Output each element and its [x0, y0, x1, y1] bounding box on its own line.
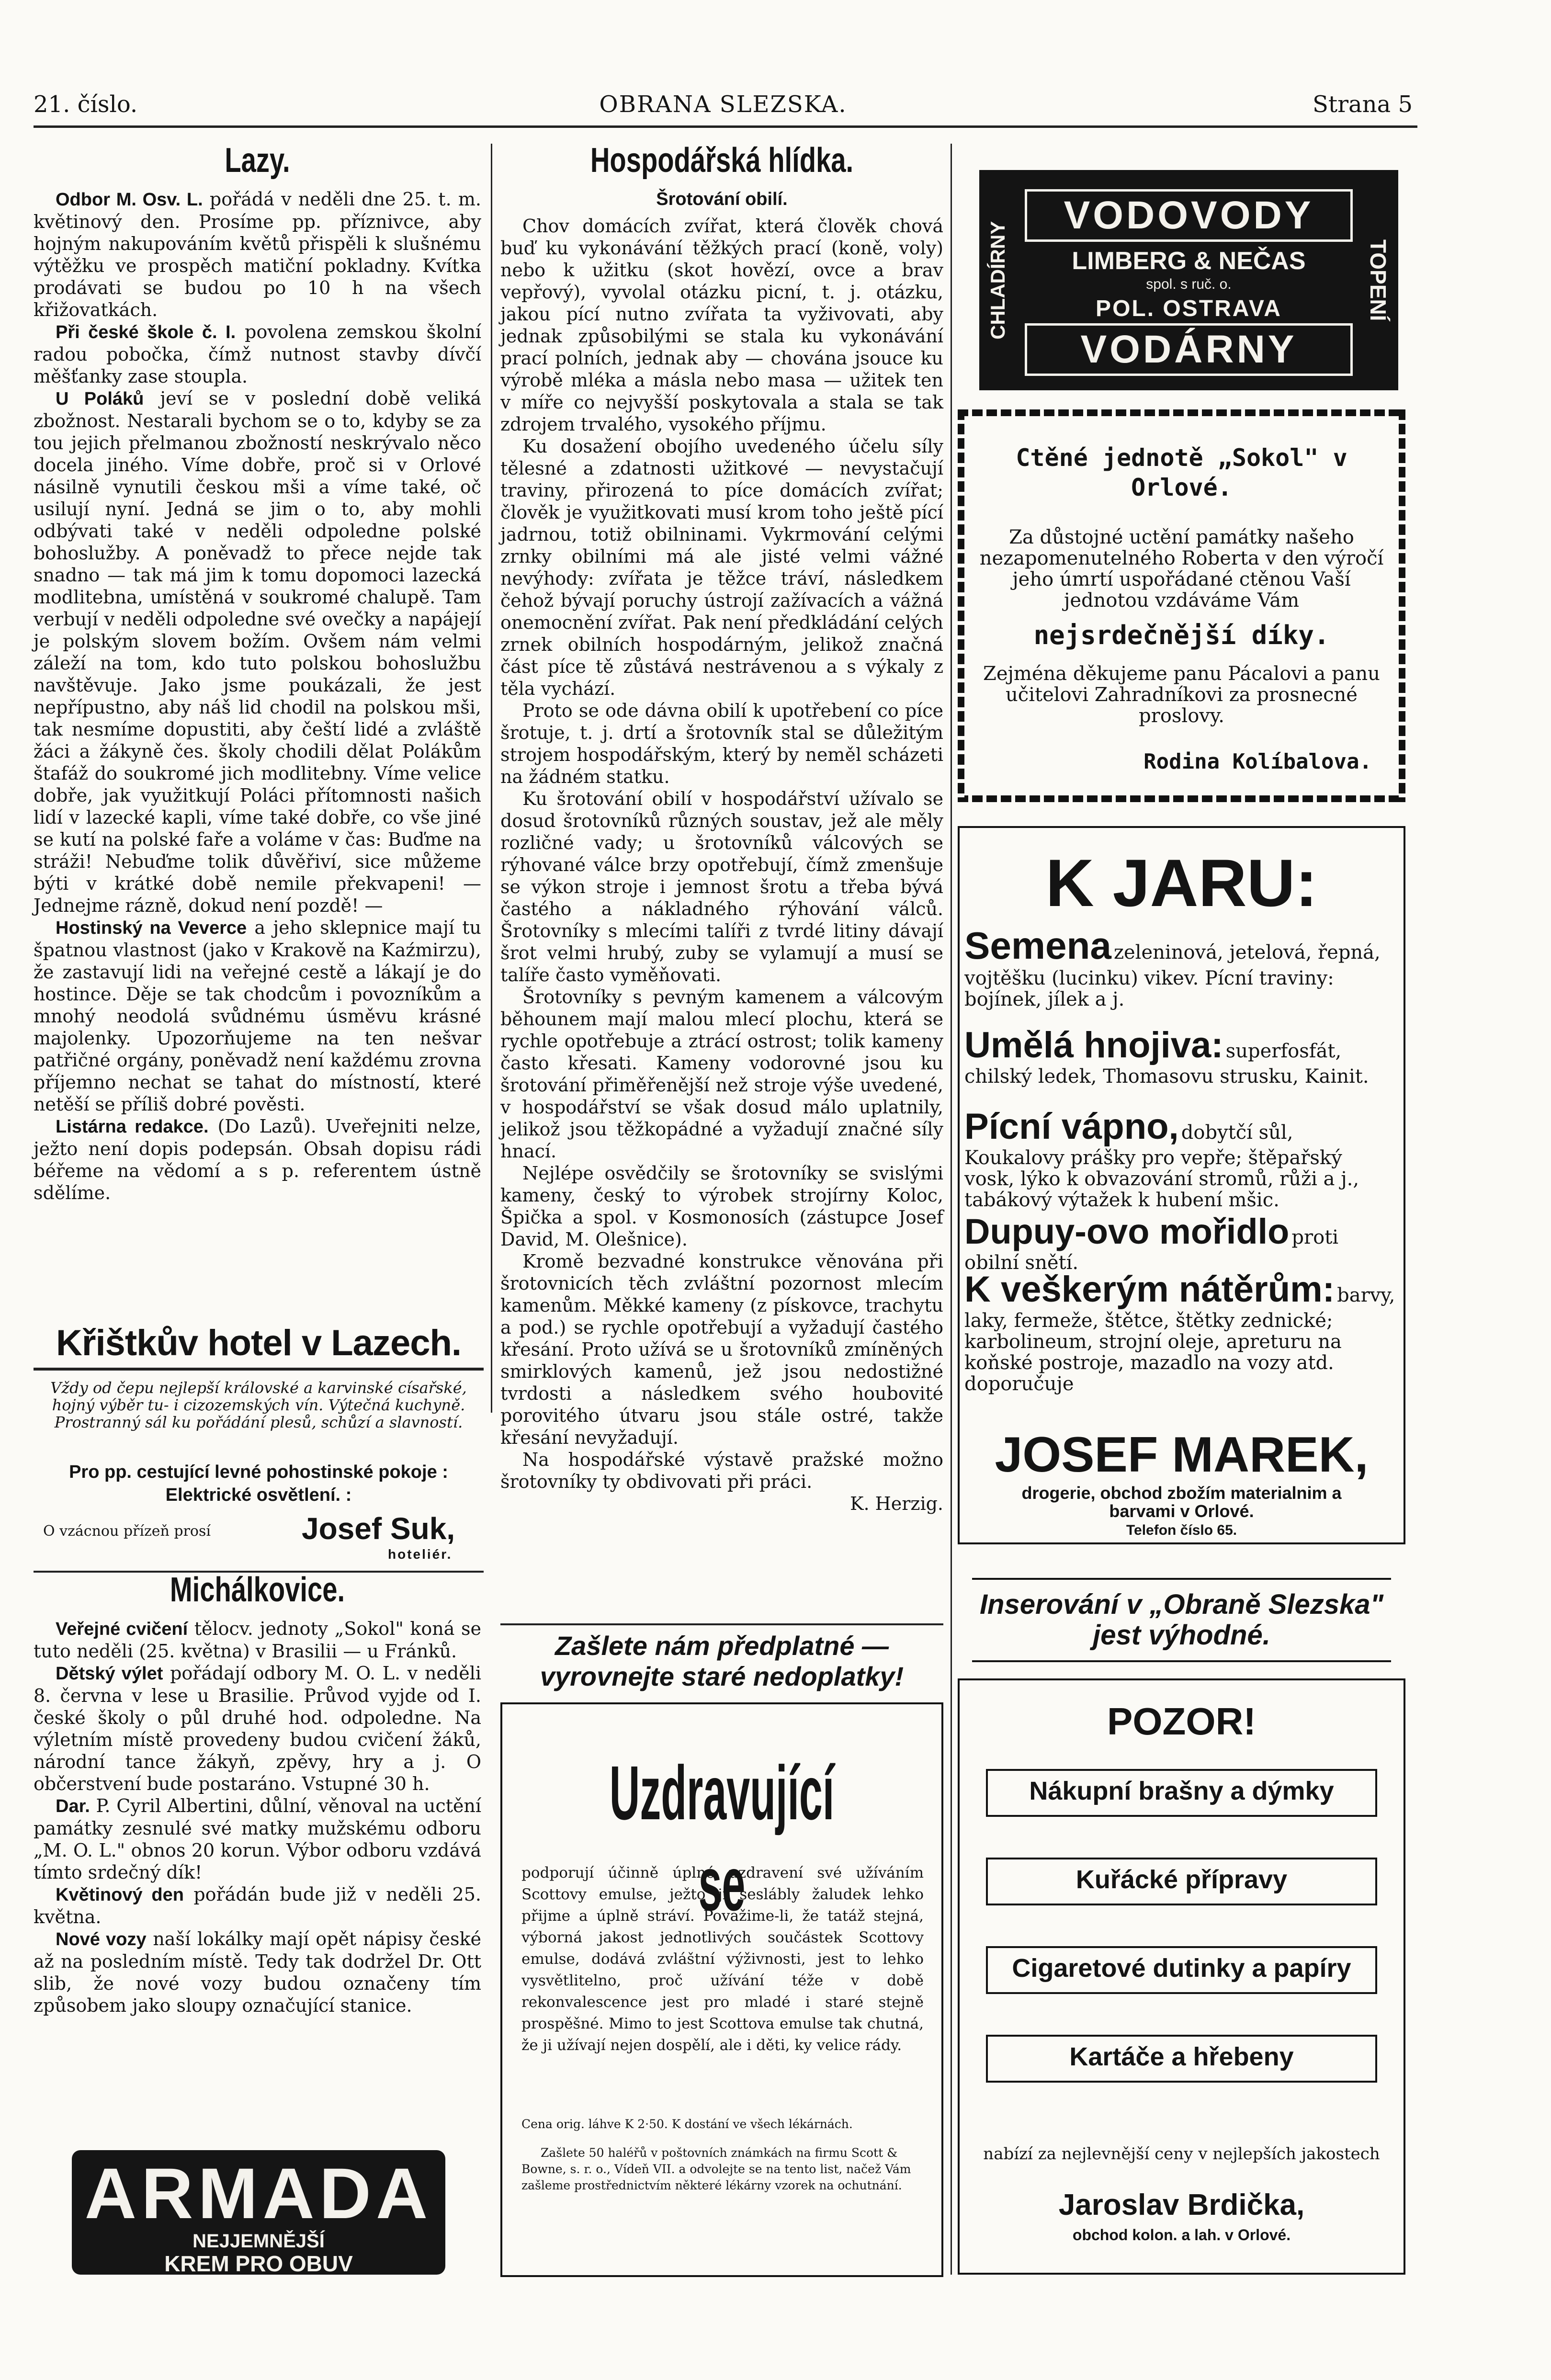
article-paragraph — [34, 188, 481, 321]
hnojiva-text: superfosfát, chilský ledek, Thomasovu strusku, Kainit. — [964, 1040, 1369, 1088]
article-paragraph — [34, 1115, 481, 1204]
lazy-articles — [34, 188, 481, 1204]
marek-phone: Telefon číslo 65. — [1126, 1522, 1237, 1538]
paragraph-lead: Hostinský na Veverce — [56, 918, 247, 938]
natery-label: K veškerým nátěrům: — [964, 1269, 1335, 1310]
sokol-thanks: nejsrdečnější díky. — [1033, 620, 1330, 650]
hotel-request: O vzácnou přízeň prosí — [43, 1523, 211, 1540]
column-hospodarska — [500, 136, 943, 1515]
dupuy-label: Dupuy-ovo mořidlo — [964, 1212, 1290, 1251]
article-paragraph: Proto se ode dávna obilí k upotřebení co píce šrotuje, t. j. drtí a šrotovník stal se důležitým strojem hospodářským, který by neměl scházeti na žádném statku. — [500, 700, 943, 787]
armada-ad — [72, 2150, 445, 2275]
subscribe-rule-top — [500, 1623, 943, 1625]
page-number: Strana 5 — [1312, 91, 1413, 118]
picni-item — [964, 1106, 1398, 1211]
dotted-border-top — [958, 409, 1405, 416]
hotel-ad — [34, 1322, 484, 1604]
vodovody-side-left: CHLADÍRNY — [986, 221, 1009, 340]
article-paragraph — [34, 917, 481, 1115]
paragraph-lead: Při české škole č. I. — [56, 322, 236, 342]
marek-desc: drogerie, obchod zbožím materialnim a barvami v Orlové. — [1021, 1483, 1342, 1521]
paragraph-text: (Do Lazů). Uveřejniti nelze, ježto není dopis podepsán. Obsah dopisu rádi béřeme na vědomí a s p. referentem ústně sdělíme. — [34, 1116, 481, 1203]
pozor-item: Kuřácké přípravy — [986, 1858, 1377, 1905]
newspaper-title: OBRANA SLEZSKA. — [599, 91, 847, 118]
brdicka-desc: obchod kolon. a lah. v Orlové. — [1072, 2226, 1291, 2244]
vodovody-firm: LIMBERG & NEČAS — [1072, 247, 1306, 275]
sokol-text2: Zejména děkujeme panu Pácalovi a panu učitelovi Zahradníkovi za prosnecné proslovy. — [983, 663, 1380, 727]
dupuy-item — [964, 1211, 1398, 1274]
section-title-hospodarska: Hospodářská hlídka. — [590, 141, 854, 180]
paragraph-lead: Odbor M. Osv. L. — [56, 190, 203, 210]
paragraph-lead: Květinový den — [56, 1885, 184, 1905]
pozor-item: Kartáče a hřebeny — [986, 2035, 1377, 2083]
paragraph-text: tělocv. jednoty „Sokol" koná se tuto neděli (25. května) v Brasilii — u Fránků. — [34, 1618, 481, 1662]
vodovody-side-right: TOPENÍ — [1366, 239, 1391, 321]
scott-ad-title: Uzdravující se — [609, 1750, 835, 1927]
column-lazy — [34, 136, 481, 1204]
article-paragraph — [34, 387, 481, 917]
section-title-lazy: Lazy. — [225, 141, 290, 180]
hospodarska-article — [500, 215, 943, 1493]
article-paragraph: Na hospodářské výstavě pražské možno šrotovníky ty obdivovati při prácі. — [500, 1449, 943, 1492]
natery-item — [964, 1269, 1398, 1394]
article-signature: K. Herzig. — [850, 1493, 943, 1514]
vodovody-top: VODOVODY — [1025, 189, 1353, 242]
paragraph-text: P. Cyril Albertini, důlní, věnoval na uctění památky zesnulé své matky mužskému odboru „M. O. L." obnos 20 korun. Výbor odboru vzdává tímto srdečný dík! — [34, 1795, 481, 1883]
vodovody-ad — [979, 170, 1398, 390]
brdicka-firm: Jaroslav Brdička, — [1058, 2188, 1305, 2221]
hotel-owner-title: hoteliér. — [388, 1547, 453, 1562]
natery-text: barvy, laky, fermeže, štětce, štětky zednické; karbolineum, strojní oleje, apreturu na koňské postroje, mazadlo na vozy atd. doporučuje — [964, 1284, 1395, 1395]
article-paragraph — [34, 321, 481, 387]
armada-line2: KREM PRO OBUV — [164, 2251, 353, 2276]
pozor-item: Nákupní brašny a dýmky — [986, 1769, 1377, 1817]
k-jaru-title: K JARU: — [1045, 845, 1318, 920]
michalkovice-articles — [34, 1618, 481, 2017]
issue-number: 21. číslo. — [34, 91, 138, 118]
article-paragraph: Ku dosažení obojího uvedeného účelu síly tělesné a zdatnosti užitkové — nevystačují traviny, přirozená to píce domácích zvířat; člověk je využitkovati musí krom toho ještě pící jadrnou, totiž obilninami. Vykrmování celými zrnky obilními má ale jisté velmi vážné nevýhody: zvířata je těžce tráví, následkem čehož bývají poruchy ústrojí zažívacích a vážná onemocnění zvířat. Pak není předkládání celých zrnek obilních hospodárným, jelikož značná část píce tě zůstává nestrávenou a s výkaly z těla vychází. — [500, 436, 943, 699]
scott-emulsion-ad — [500, 1702, 943, 2277]
hotel-rule — [34, 1368, 484, 1371]
article-subtitle: Šrotování obilí. — [656, 189, 788, 209]
page-header — [34, 91, 1413, 129]
header-rule — [34, 125, 1417, 128]
marek-firm: JOSEF MAREK, — [995, 1427, 1369, 1483]
scott-ad-body: podporují účinně úplné uzdravení své užíváním Scottovy emulse, ježto ji seslábly žaludek lehko přijme a úplně stráví. Považime-li, že tatáž stejná, výborná jakost jednotlivých součástek Scottovy emulse, dodává zvláštní výživnosti, jest to lehko vysvětlitelno, proč užívání téže v době rekonvalescence jest pro mladé i staré stejně prospěšné. Mimo to jest Scottova emulse tak chutná, že ji užívají nejen dospělí, ale i děti, ky velice rády. — [521, 1864, 924, 2054]
paragraph-text: jeví se v poslední době veliká zbožnost. Nestarali bychom se o to, kdyby se za tou jejich přelmanou zbožností neskrývalo něco docela jiného. Víme dobře, proč si v Orlové násilně vynutili českou mši a víme také, oč usilují nyní. Jedná se jim o to, aby mohli odbývati také v neděli odpoledne polské bohoslužby. A poněvadž to přece nejde tak snadno — tak má jim k tomu dopomoci lazecká modlitebna, umístěná v soukromé chalupě. Tam verbují v neděli odpoledne své ovečky a napájejí je polským slovem božím. Ovšem nám velmi záleží na tom, kdo tuto polskou bohoslužbu navštěvuje. Jako jsme poukázali, že jest nepřípustno, aby náš lid chodil na polskou mši, tak nesmíme dopustiti, aby čeští lidé a zvláště žáci a žákyně čes. školy chodili dělat Polákům štafáž do soukromé jich modlitebny. Víme velice dobře, jak využitkují Poláci přítomnosti našich lidí v lazecké kapli, víme také dobře, co vše jiné se kutí na polské faře a voláme v čas: Buďme na stráži! Nebuďme tolik důvěřiví, sice můžeme býti v krátké době nemile překvapeni! — Jednejme rázně, dokud není pozdě! — — [34, 388, 481, 916]
sokol-signature: Rodina Kolíbalova. — [1143, 749, 1372, 774]
dotted-border-left — [958, 409, 964, 802]
article-paragraph: Nejlépe osvědčily se šrotovníky se svislými kameny, český to výrobek strojírny Koloc, Špička a spol. v Kosmonosích (zástupce Josef David, M. Olešnice). — [500, 1163, 943, 1250]
dotted-border-bottom — [958, 795, 1405, 802]
paragraph-lead: Veřejné cvičení — [56, 1619, 188, 1639]
paragraph-text: a jeho sklepnice mají tu špatnou vlastnost (jako v Krakově na Kaźmirzu), že zastavují lidi na veřejné cestě a lákají je do hostince. Děje se tak chodcům i povozníkům a mnohý neodolá svůdnému úsměvu krásné majolenky. Upozorňujeme na ten nešvar patřičné orgány, poněvadž není každému zrovna příjemno nechat se tahat do místností, které netěší se příliš dobré pověsti. — [34, 917, 482, 1115]
hnojiva-label: Umělá hnojiva: — [964, 1025, 1223, 1065]
column-divider-1 — [491, 144, 492, 1413]
picni-label: Pícní vápno, — [964, 1106, 1179, 1147]
paragraph-text: povolena zemskou školní radou pobočka, čímž nutnost stavby dívčí měšťanky zase stoupla. — [34, 321, 481, 387]
paragraph-lead: Dětský výlet — [56, 1664, 163, 1684]
article-paragraph — [34, 1618, 481, 1662]
article-paragraph: Chov domácích zvířat, která člověk chová buď ku vykonávání těžkých prací (koně, voly) nebo k užitku (skot hovězí, ovce a brav vepřový), vyvolal otázku picní, t. j. otázku, jakou pící nutno zvířata ta vyživovati, aby jednak způsobilými se stala ku vykonávání prací polních, jednak aby — chována jsouce ku výrobě mléka a másla nebo masa — užitek ten v míře co nejvyšší poskytovala a stala se tak zdrojem trvalého, vysokého příjmu. — [500, 215, 943, 435]
paragraph-lead: Dar. — [56, 1796, 90, 1816]
dotted-border-right — [1399, 409, 1405, 802]
hnojiva-item — [964, 1024, 1398, 1087]
semena-item — [964, 924, 1398, 1010]
paragraph-text: pořádají odbory M. O. L. v neděli 8. června v lese u Brasilie. Průvod vyjde od I. české školy o půl druhé hod. odpoledne. Na výletním místě provedeny budou cvičení žáků, národní tance žákyň, zpěvy, hry a j. O občerstvení bude postaráno. Vstupné 30 h. — [34, 1663, 481, 1794]
inserovani-notice: Inserování v „Obraně Slezska" jest výhodné. — [972, 1578, 1391, 1662]
pozor-ad — [958, 1678, 1405, 2275]
section-title-michalkovice: Michálkovice. — [170, 1571, 345, 1609]
paragraph-text: pořádán bude již v neděli 25. května. — [34, 1884, 481, 1927]
dupuy-text: proti obilní snětí. — [964, 1226, 1339, 1274]
vodovody-firm2: spol. s ruč. o. — [1146, 276, 1232, 292]
semena-label: Semena — [964, 924, 1111, 967]
article-paragraph: Kromě bezvadné konstrukce věnována při šrotovnicích těch zvláštní pozornost mlecím kamenům. Měkké kameny (z pískovce, trachytu a pod.) se rychle opotřebují a vyžadují častého křesání. Proto užívá se u šrotovníků zmíněných smirklových kamenů, jež jsou nedostižné tvrdosti a následkem svého houbovité porovitého útvaru jsou stále ostré, takže křesání nevyžadují. — [500, 1251, 943, 1448]
pozor-title: POZOR! — [1107, 1700, 1257, 1743]
pozor-item: Cigaretové dutinky a papíry — [986, 1946, 1377, 1994]
scott-ad-note: Zašlete 50 haléřů v poštovních známkách na firmu Scott & Bowne, s. r. o., Vídeň VII. a odvolejte se na tento list, načež Vám zašleme prostřednictvím některé lékárny vzorek na ochutnání. — [521, 2146, 911, 2192]
column-divider-2 — [951, 144, 952, 2275]
column-michalkovice — [34, 1566, 481, 2017]
paragraph-lead: Listárna redakce. — [56, 1117, 209, 1137]
article-paragraph: Ku šrotování obilí v hospodářství užívalo se dosud šrotovníků různých soustav, jež ale měly rozličné vady; u šrotovníků válcových se rýhované válce brzy opotřebují, čímž zmenšuje se výkon strojе i jemnost šrotu a třeba bývá častého a nákladného rýhování válců. Šrotovníky s mlecími talíři z tvrdé litiny dávají šrot velmi hrubý, zuby se vylamují a musí se talíře často vyměňovati. — [500, 788, 943, 986]
k-jaru-ad — [958, 826, 1405, 1544]
armada-brand: ARMADA — [84, 2153, 433, 2233]
sokol-text: Za důstojné uctění památky našeho nezapomenutelného Roberta v den výročí jeho úmrtí uspořádané ctěnou Vaší jednotou vzdáváme Vám — [979, 526, 1384, 612]
scott-ad-price: Cena orig. láhve K 2·50. K dostání ve všech lékárnách. — [521, 2117, 853, 2131]
article-paragraph — [34, 1928, 481, 2017]
hotel-title: Křištkův hotel v Lazech. — [56, 1323, 462, 1363]
paragraph-text: pořádá v neděli dne 25. t. m. květinový den. Prosíme pp. příznivce, aby hojným nakupováním květů přispěli k slušnému výtěžku ve prospěch matiční pokladny. Kvítka prodávati se budou po 10 h na všech křižovatkách. — [34, 189, 481, 320]
sokol-title: Ctěné jednotě „Sokol" v Orlové. — [1016, 444, 1347, 501]
hotel-rooms: Pro pp. cestující levné pohostinské pokoje : Elektrické osvětlení. : — [69, 1462, 448, 1505]
paragraph-lead: Nové vozy — [56, 1929, 147, 1949]
paragraph-text: naší lokálky mají opět nápisy české až na posledním místě. Tedy tak dodržel Dr. Ott slib, že nové vozy budou označeny tím způsobem jako sloupy označující stanice. — [34, 1928, 481, 2016]
sokol-thanks-ad — [958, 409, 1405, 802]
armada-line1: NEJJEMNĚJŠÍ — [192, 2231, 325, 2252]
hotel-offer: Vždy od čepu nejlepší královské a karvinské císařské, hojný výběr tu- i cizozemských vín. Výtečná kuchyně. Prostranný sál ku pořádání plesů, schůzí a slavností. — [50, 1379, 467, 1431]
pozor-text: nabízí za nejlevnější ceny v nejlepších jakostech — [983, 2144, 1380, 2164]
subscribe-notice: Zašlete nám předplatné — vyrovnejte staré nedoplatky! — [540, 1631, 904, 1691]
paragraph-lead: U Poláků — [56, 389, 144, 409]
article-paragraph — [34, 1883, 481, 1928]
article-paragraph — [34, 1795, 481, 1883]
article-paragraph — [34, 1662, 481, 1795]
article-paragraph: Šrotovníky s pevným kamenem a válcovým běhounem mají malou mlecí plochu, která se rychle opotřebuje a ztrácí ostrost; tolik kameny často křesati. Kameny vodorovné jsou ku šrotování přiměřenější než stroje výše uvedené, v hospodářství se však dosud málo uplatnily, jelikož jsou těžkopádné a vyžadují značné síly hnací. — [500, 986, 943, 1162]
hotel-owner: Josef Suk, — [302, 1511, 455, 1546]
vodovody-bottom: VODÁRNY — [1025, 323, 1353, 376]
vodovody-city: POL. OSTRAVA — [1096, 296, 1282, 321]
picni-text: dobytčí sůl, Koukalovy prášky pro vepře; štěpařský vosk, lýko k obvazování stromů, růži a j., tabákový výtažek k hubení mšic. — [964, 1122, 1359, 1211]
semena-text: zeleninová, jetelová, řepná, vojtěšku (lucinku) vikev. Pícní traviny: bojínek, jílek a j. — [964, 941, 1381, 1010]
